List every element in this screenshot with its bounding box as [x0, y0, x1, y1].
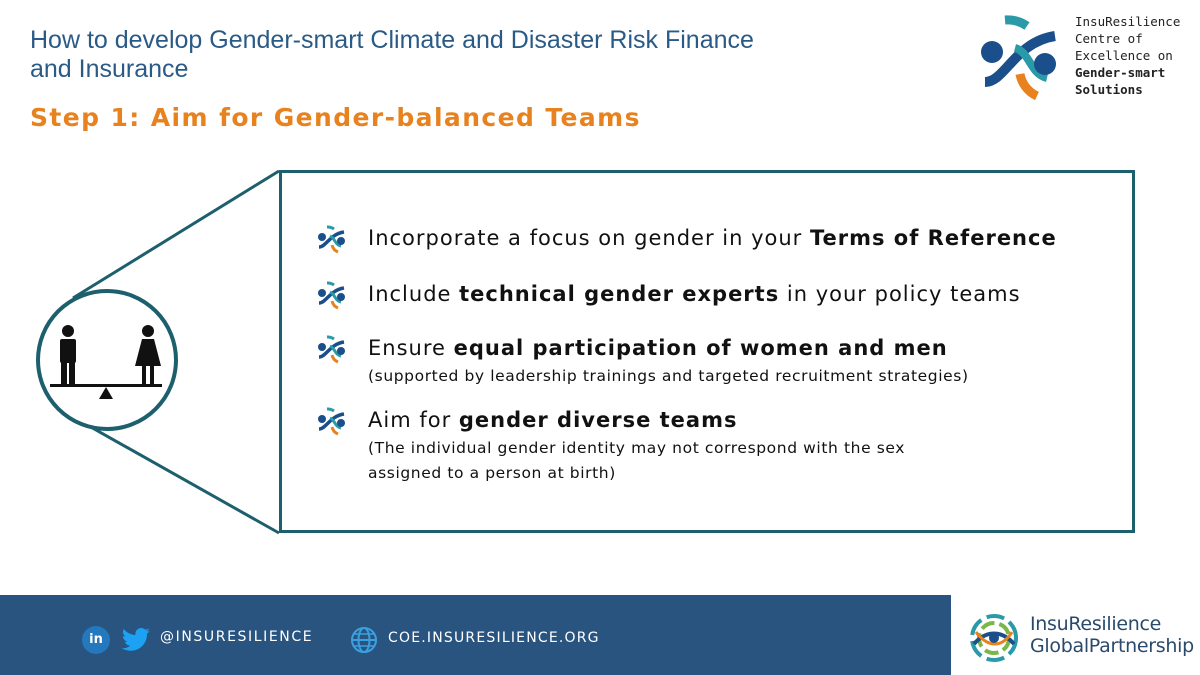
partner-name: InsuResilience GlobalPartnership [1030, 613, 1194, 657]
gender-balance-scale-icon [38, 291, 176, 429]
coe-logo-icon [975, 12, 1065, 102]
step-heading: Step 1: Aim for Gender-balanced Teams [30, 103, 641, 132]
linkedin-icon[interactable]: in [82, 626, 110, 654]
list-item: Ensure equal participation of women and men (supported by leadership trainings and targeted recruitment strategies) [316, 334, 969, 389]
website-link[interactable]: COE.INSURESILIENCE.ORG [388, 630, 600, 646]
coe-bullet-icon [316, 280, 350, 310]
coe-bullet-icon [316, 334, 350, 364]
insuresilience-gp-logo-icon [966, 610, 1022, 666]
globe-icon [350, 626, 378, 654]
list-item: Include technical gender experts in your policy teams [316, 280, 1021, 310]
coe-bullet-icon [316, 224, 350, 254]
coe-bullet-icon [316, 406, 350, 436]
twitter-icon[interactable] [121, 627, 151, 653]
coe-logo-text: InsuResilience Centre of Excellence on Gender-smart Solutions [1075, 14, 1181, 97]
twitter-handle-link[interactable]: @INSURESILIENCE [160, 629, 314, 645]
list-item: Aim for gender diverse teams (The individual gender identity may not correspond with the sex assigned to a person at birth) [316, 406, 968, 486]
page-title: How to develop Gender-smart Climate and Disaster Risk Finance and Insurance [30, 26, 754, 83]
list-item: Incorporate a focus on gender in your Terms of Reference [316, 224, 1057, 254]
